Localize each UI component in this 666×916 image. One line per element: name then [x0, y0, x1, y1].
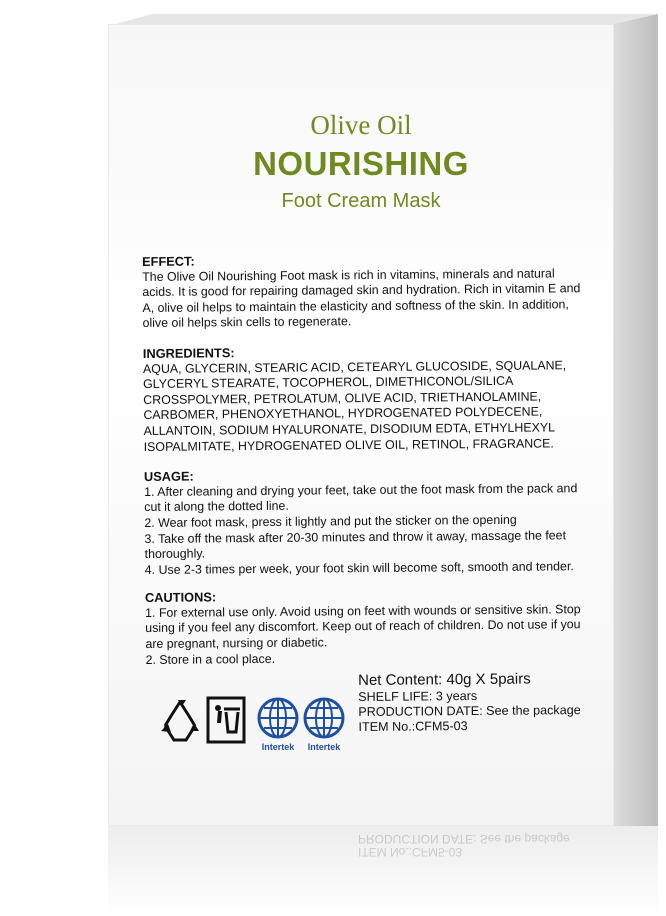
caution-step: 1. For external use only. Avoid using on feet with wounds or sensitive skin. Stop using if you feel any discomfort. Keep out of reach of children. Do not use if you are pregnant, nursing or diabetic.	[145, 602, 581, 652]
intertek-globe-icon	[302, 696, 346, 754]
effect-heading: EFFECT:	[142, 253, 195, 269]
shelf-life: SHELF LIFE: 3 years	[358, 688, 478, 704]
reflected-production-date: PRODUCTION DATE: See the package	[358, 832, 570, 846]
ingredients-heading: INGREDIENTS:	[142, 345, 235, 361]
usage-step: 4. Use 2-3 times per week, your foot skin will become soft, smooth and tender.	[144, 558, 574, 577]
usage-step: 3. Take off the mask after 20-30 minutes and throw it away, massage the feet thoroughly.	[144, 527, 567, 562]
cautions-steps	[145, 602, 588, 668]
intertek-label-1: Intertek	[261, 742, 295, 752]
trash-bin-icon	[206, 696, 246, 744]
intertek-globe-icon	[256, 696, 300, 754]
brand-nourishing: NOURISHING	[253, 145, 469, 182]
ingredients-text: AQUA, GLYCERIN, STEARIC ACID, CETEARYL GLUCOSIDE, SQUALANE, GLYCERYL STEARATE, TOCOPHEROL, DIMETHICONOL/SILICA CROSSPOLYMER, PETROLATUM, OLIVE ACID, TRIETHANOLAMINE, CARBOMER, PHENOXYETHANOL, HYDROGENATED POLYDECENE, ALLANTOIN, SODIUM HYALURONATE, DISODIUM EDTA, ETHYLHEXYL ISOPALMITATE, HYDROGENATED OLIVE OIL, RETINOL, FRAGRANCE.	[142, 357, 567, 454]
brand-olive-oil: Olive Oil	[310, 110, 412, 140]
bottom-info-area	[152, 670, 592, 756]
intertek-label-2: Intertek	[307, 742, 341, 752]
effect-text: The Olive Oil Nourishing Foot mask is rich in vitamins, minerals and natural acids. It is good for repairing damaged skin and hydration. Rich in vitamin E and A, olive oil helps to maintain the elasticity and softness of the skin. In addition, olive oil helps skin cells to regenerate.	[142, 265, 581, 331]
production-date: PRODUCTION DATE: See the package	[358, 703, 581, 719]
item-number: ITEM No.:CFM5-03	[358, 719, 468, 734]
box-side-panel	[614, 14, 658, 826]
cautions-heading: CAUTIONS:	[144, 589, 217, 606]
usage-step: 2. Wear foot mask, press it lightly and put the sticker on the opening	[144, 512, 517, 530]
net-content: Net Content: 40g X 5pairs	[358, 670, 531, 689]
usage-steps	[144, 481, 587, 578]
reflected-item-number: ITEM No.:CFM5-03	[358, 845, 463, 859]
reflected-text	[358, 832, 638, 858]
product-info	[358, 670, 599, 735]
back-label-text	[142, 250, 589, 854]
usage-step: 1. After cleaning and drying your feet, take out the foot mask from the pack and cut it along the dotted line.	[144, 480, 578, 515]
caution-step: 2. Store in a cool place.	[145, 651, 276, 667]
usage-heading: USAGE:	[143, 468, 194, 485]
recycle-icon	[156, 696, 204, 744]
brand-foot-cream-mask: Foot Cream Mask	[281, 190, 441, 212]
